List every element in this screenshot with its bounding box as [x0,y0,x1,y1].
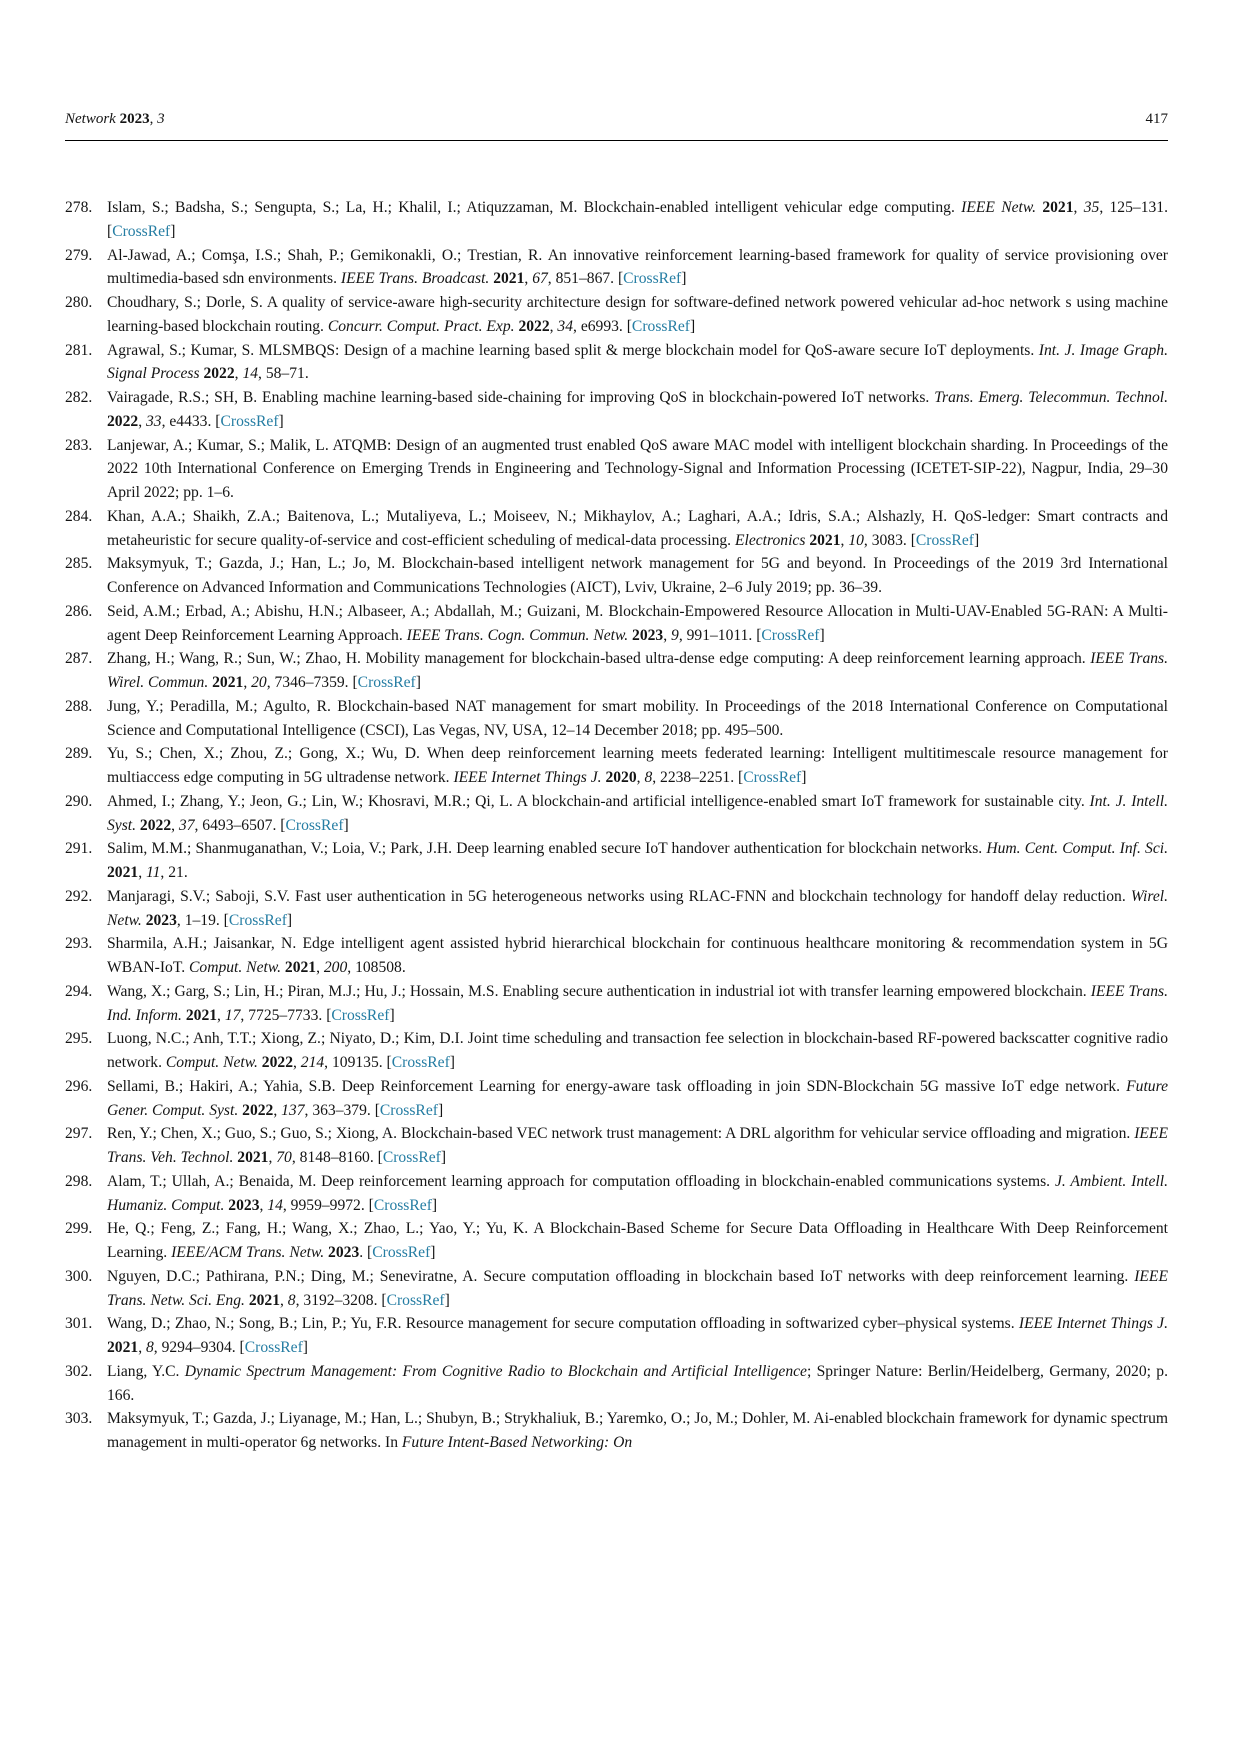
plain-text: , 8148–8160. [ [291,1149,383,1166]
reference-number: 286. [65,602,93,620]
reference-item [65,505,1168,553]
reference-text [107,983,1168,1024]
crossref-link[interactable]: CrossRef [112,222,171,240]
italic-text: 17 [224,1006,241,1024]
plain-text: , [524,270,533,288]
reference-list [65,196,1168,1455]
reference-item [65,837,1168,885]
reference-item [65,742,1168,790]
bold-year: 2022 [518,317,550,335]
plain-text: , 991–1011. [ [678,626,762,644]
italic-text: 35 [1083,199,1100,216]
reference-item [65,552,1168,600]
reference-text [107,555,1168,596]
plain-text: Sellami, B.; Hakiri, A.; Yahia, S.B. Deep Reinforcement Learning for energy-aware task offloading in join SDN-Blockchain 5G massive IoT edge network. [107,1077,1127,1095]
plain-text: , [243,674,252,691]
plain-text: Seid, A.M.; Erbad, A.; Abishu, H.N.; Albaseer, A.; Abdallah, M.; Guizani, M. Blockchain-Empowered Resource Allocation in Multi-UAV-Enabled 5G-RAN: A Multi-agent Deep Reinforcement Learning Approach. [107,602,1168,644]
plain-text: ] [170,222,176,240]
italic-text: IEEE/ACM Trans. Netw. [171,1244,329,1261]
bold-year: 2021 [185,1006,218,1024]
plain-text: , [280,1291,288,1309]
italic-text: IEEE Trans. Veh. Technol. [107,1125,1168,1166]
italic-text: 14 [267,1196,283,1214]
italic-text: 137 [281,1101,305,1119]
reference-number: 280. [65,294,93,311]
plain-text: , 58–71. [258,365,309,383]
plain-text: ] [973,531,980,549]
reference-number: 290. [65,792,93,810]
reference-text [107,650,1168,691]
bold-year: 2022 [139,816,172,834]
plain-text: , 7346–7359. [ [266,674,358,691]
plain-text: , [1073,199,1084,216]
reference-text [107,888,1168,929]
plain-text: , [138,864,146,881]
plain-text: , 2238–2251. [ [652,769,744,786]
reference-item [65,695,1168,743]
bold-year: 2023 [328,1244,360,1261]
bold-year: 2021 [284,959,317,976]
reference-item [65,1360,1168,1408]
bold-year: 2022 [242,1101,274,1119]
plain-text: Nguyen, D.C.; Pathirana, P.N.; Ding, M.; Seneviratne, A. Secure computation offloading in blockchain based IoT networks with deep reinforcement learning. [107,1267,1135,1285]
reference-number: 302. [65,1362,93,1380]
reference-text [107,1410,1168,1451]
reference-number: 303. [65,1410,93,1428]
reference-number: 301. [65,1315,93,1333]
crossref-link[interactable]: CrossRef [743,769,802,786]
reference-text [107,1268,1168,1309]
italic-text: Future Intent-Based Networking: On [401,1434,633,1451]
plain-text: , 9294–9304. [ [153,1339,245,1356]
reference-item [65,339,1168,387]
journal-name: Network [65,111,116,127]
italic-text: 34 [557,317,574,335]
reference-item [65,790,1168,838]
plain-text: ; Springer Nature: Berlin/Heidelberg, Germany, 2020; p. 166. [107,1362,1168,1404]
crossref-link[interactable]: CrossRef [631,317,690,335]
plain-text: Jung, Y.; Peradilla, M.; Agulto, R. Blockchain-based NAT management for smart mobility. In Proceedings of the 2018 International Conference on Computational Science and Computational Intelligence (CSCI), Las Vegas, NV, USA, 12–14 December 2018; pp. 495–500. [107,697,1168,739]
plain-text: , 9959–9972. [ [282,1196,374,1214]
reference-number: 298. [65,1172,93,1190]
italic-text: 37 [178,816,195,834]
reference-item [65,1312,1168,1360]
crossref-link[interactable]: CrossRef [386,1291,445,1309]
plain-text: , 109135. [ [324,1054,392,1071]
reference-text [107,1173,1168,1214]
plain-text: Islam, S.; Badsha, S.; Sengupta, S.; La, H.; Khalil, I.; Atiquzzaman, M. Blockchain-enabled intelligent vehicular edge computing. [107,199,962,216]
reference-number: 281. [65,341,93,359]
reference-text [107,745,1168,786]
plain-text: ] [278,412,284,430]
bold-year: 2021 [1042,199,1074,216]
running-head-left [65,110,165,128]
italic-text: Hum. Cent. Comput. Inf. Sci. [986,840,1168,858]
reference-text [107,1220,1168,1261]
crossref-link[interactable]: CrossRef [382,1149,441,1166]
crossref-link[interactable]: CrossRef [285,816,344,834]
reference-item [65,980,1168,1028]
reference-text [107,199,1168,240]
reference-number: 285. [65,555,93,573]
italic-text: 14 [242,365,259,383]
plain-text: Alam, T.; Ullah, A.; Benaida, M. Deep reinforcement learning approach for computation offloading in blockchain-enabled communications systems. [107,1172,1055,1190]
italic-text: IEEE Trans. Broadcast. [340,270,494,288]
italic-text: IEEE Trans. Wirel. Commun. [107,650,1168,691]
italic-text: Future Gener. Comput. Syst. [107,1077,1168,1119]
reference-text [107,1030,1168,1071]
plain-text: ] [437,1101,444,1119]
plain-text: Sharmila, A.H.; Jaisankar, N. Edge intelligent agent assisted hybrid hierarchical blockchain for continuous healthcare monitoring & recommendation system in 5G WBAN-IoT. [107,935,1168,976]
bold-year: 2023 [632,626,664,644]
plain-text: Agrawal, S.; Kumar, S. MLSMBQS: Design of a machine learning based split & merge blockchain model for QoS-aware secure IoT deployments. [107,341,1039,359]
plain-text: Vairagade, R.S.; SH, B. Enabling machine learning-based side-chaining for improving QoS in blockchain-powered IoT networks. [107,389,935,406]
plain-text: , [549,317,558,335]
italic-text: 8 [145,1339,154,1356]
plain-text: Wang, D.; Zhao, N.; Song, B.; Lin, P.; Yu, F.R. Resource management for secure computation offloading in softwarized cyber–physical systems. [107,1315,1019,1333]
italic-text: 8 [287,1291,296,1309]
italic-text: IEEE Internet Things J. [1018,1315,1168,1333]
plain-text: ] [415,674,421,691]
plain-text: ] [819,626,825,644]
plain-text: ] [343,816,349,834]
bold-year: 2021 [107,864,139,881]
plain-text: . [ [359,1244,373,1261]
header-separator: , [149,111,158,127]
reference-item [65,386,1168,434]
bold-year: 2021 [248,1291,280,1309]
italic-text: Wirel. Netw. [107,887,1168,929]
plain-text: , [234,365,243,383]
reference-item [65,434,1168,505]
italic-text: IEEE Netw. [961,199,1043,216]
reference-text [107,698,1168,739]
plain-text: Choudhary, S.; Dorle, S. A quality of service-aware high-security architecture design for software-defined network powered vehicular ad-hoc network s using machine learning-based blockchain routing. [107,294,1168,335]
bold-year: 2020 [605,769,637,786]
plain-text: ] [431,1196,438,1214]
plain-text: ] [286,911,293,929]
reference-item [65,291,1168,339]
plain-text: Ren, Y.; Chen, X.; Guo, S.; Guo, S.; Xiong, A. Blockchain-based VEC network trust management: A DRL algorithm for vehicular service offloading and migration. [107,1125,1135,1143]
reference-text [107,840,1168,881]
reference-number: 282. [65,389,93,406]
reference-number: 284. [65,507,93,525]
italic-text: 70 [276,1149,292,1166]
reference-number: 289. [65,745,93,763]
bold-year: 2021 [212,674,244,691]
plain-text: , [636,769,645,786]
crossref-link[interactable]: CrossRef [372,1244,431,1261]
plain-text: , [273,1101,282,1119]
italic-text: IEEE Internet Things J. [453,769,606,786]
reference-number: 293. [65,935,93,953]
reference-text [107,935,1168,976]
page-number: 417 [1145,111,1168,127]
italic-text: 67 [532,270,548,288]
italic-text: Dynamic Spectrum Management: From Cognitive Radio to Blockchain and Artificial Intelligence [184,1362,807,1380]
italic-text: 33 [145,412,162,430]
reference-number: 288. [65,697,93,715]
plain-text: , 7725–7733. [ [240,1006,332,1024]
italic-text: 20 [251,674,267,691]
crossref-link[interactable]: CrossRef [373,1196,432,1214]
plain-text: Lanjewar, A.; Kumar, S.; Malik, L. ATQMB: Design of an augmented trust enabled QoS aware MAC model with intelligent blockchain sharding. In Proceedings of the 2022 10th International Conference on Emerging Trends in Engineering and Technology-Signal and Information Processing (ICETET-SIP-22), Nagpur, India, 29–30 April 2022; pp. 1–6. [107,436,1168,501]
crossref-link[interactable]: CrossRef [220,412,279,430]
italic-text: Comput. Netw. [165,1054,262,1071]
plain-text: Al-Jawad, A.; Comşa, I.S.; Shah, P.; Gemikonakli, O.; Trestian, R. An innovative reinforcement learning-based framework for quality of service provisioning over multimedia-based sdn environments. [107,246,1168,288]
italic-text: 8 [644,769,653,786]
plain-text: Wang, X.; Garg, S.; Lin, H.; Piran, M.J.; Hu, J.; Hossain, M.S. Enabling secure authentication in industrial iot with transfer learning empowered blockchain. [107,982,1091,1000]
plain-text: , 851–867. [ [547,270,624,288]
plain-text: ] [440,1149,447,1166]
crossref-link[interactable]: CrossRef [228,911,287,929]
reference-number: 295. [65,1030,93,1048]
reference-item [65,1265,1168,1313]
plain-text: Yu, S.; Chen, X.; Zhou, Z.; Gong, X.; Wu, D. When deep reinforcement learning meets federated learning: Intelligent multitimescale resource management for multiaccess edge computing in 5G ultradense network. [107,745,1168,786]
plain-text: Khan, A.A.; Shaikh, Z.A.; Baitenova, L.; Mutaliyeva, L.; Moiseev, N.; Mikhaylov, A.; Laghari, A.A.; Idris, S.A.; Alshazly, H. QoS-ledger: Smart contracts and metaheuristic for secure quality-of-service and cost-efficient scheduling of medical-data processing. [107,507,1168,549]
plain-text: ] [389,1006,395,1024]
plain-text: Maksymyuk, T.; Gazda, J.; Liyanage, M.; Han, L.; Shubyn, B.; Strykhaliuk, B.; Yaremko, O.; Jo, M.; Dohler, M. Ai-enabled blockchain framework for dynamic spectrum management in multi-operator 6g networks. In [107,1410,1168,1451]
reference-number: 300. [65,1267,93,1285]
reference-item [65,1027,1168,1075]
reference-item [65,885,1168,933]
plain-text: , [663,626,672,644]
reference-text [107,1363,1168,1404]
plain-text: , [138,412,146,430]
reference-number: 292. [65,887,93,905]
italic-text: Comput. Netw. [189,959,285,976]
bold-year: 2021 [237,1149,269,1166]
italic-text: IEEE Trans. Ind. Inform. [107,982,1168,1024]
plain-text: , [268,1149,277,1166]
plain-text: , e6993. [ [573,317,632,335]
reference-number: 283. [65,436,93,454]
plain-text: ] [444,1291,450,1309]
plain-text: , 363–379. [ [304,1101,380,1119]
header-rule [65,140,1168,141]
plain-text: ] [449,1054,455,1071]
plain-text: Salim, M.M.; Shanmuganathan, V.; Loia, V.; Park, J.H. Deep learning enabled secure IoT handover authentication for blockchain networks. [107,840,987,858]
italic-text: IEEE Trans. Cogn. Commun. Netw. [406,626,633,644]
bold-year: 2022 [107,412,139,430]
plain-text: ] [302,1339,308,1356]
plain-text: Zhang, H.; Wang, R.; Sun, W.; Zhao, H. Mobility management for blockchain-based ultra-dense edge computing: A deep reinforcement learning approach. [107,650,1091,668]
plain-text: , 1–19. [ [176,911,229,929]
reference-number: 299. [65,1220,93,1238]
italic-text: Concurr. Comput. Pract. Exp. [327,317,519,335]
plain-text: , 125–131. [ [107,199,1168,240]
reference-text [107,389,1168,430]
italic-text: 9 [671,626,679,644]
plain-text: Manjaragi, S.V.; Saboji, S.V. Fast user authentication in 5G heterogeneous networks using RLAC-FNN and blockchain technology for handoff delay reduction. [107,887,1131,905]
reference-text [107,603,1168,644]
plain-text: , 6493–6507. [ [194,816,286,834]
italic-text: 10 [848,531,864,549]
plain-text: , 108508. [347,959,406,976]
italic-text: 11 [145,864,161,881]
crossref-link[interactable]: CrossRef [761,626,820,644]
bold-year: 2021 [809,531,841,549]
journal-year: 2023 [119,111,150,127]
plain-text: ] [681,270,687,288]
plain-text: , [171,816,179,834]
reference-text [107,247,1168,288]
reference-text [107,437,1168,502]
plain-text: , [292,1054,301,1071]
reference-item [65,1075,1168,1123]
reference-item [65,600,1168,648]
italic-text: Int. J. Image Graph. Signal Process [107,341,1168,383]
plain-text: , [138,1339,146,1356]
reference-number: 278. [65,199,93,216]
plain-text: , 3083. [ [863,531,916,549]
reference-text [107,294,1168,335]
reference-item [65,1217,1168,1265]
reference-number: 287. [65,650,93,668]
reference-item [65,196,1168,244]
bold-year: 2021 [107,1339,139,1356]
reference-item [65,647,1168,695]
crossref-link[interactable]: CrossRef [357,674,416,691]
italic-text: J. Ambient. Intell. Humaniz. Comput. [107,1172,1168,1214]
plain-text: Maksymyuk, T.; Gazda, J.; Han, L.; Jo, M. Blockchain-based intelligent network management for 5G and beyond. In Proceedings of the 2019 3rd International Conference on Advanced Information and Communications Technologies (AICT), Lviv, Ukraine, 2–6 July 2019; pp. 36–39. [107,555,1168,596]
italic-text: Int. J. Intell. Syst. [107,792,1168,834]
reference-text [107,1078,1168,1119]
crossref-link[interactable]: CrossRef [379,1101,438,1119]
bold-year: 2023 [145,911,177,929]
plain-text: Ahmed, I.; Zhang, Y.; Jeon, G.; Lin, W.; Khosravi, M.R.; Qi, L. A blockchain-and artificial intelligence-enabled smart IoT framework for sustainable city. [107,792,1090,810]
reference-item [65,932,1168,980]
reference-number: 297. [65,1125,93,1143]
italic-text: IEEE Trans. Netw. Sci. Eng. [107,1267,1168,1309]
plain-text: Luong, N.C.; Anh, T.T.; Xiong, Z.; Niyato, D.; Kim, D.I. Joint time scheduling and transaction fee selection in blockchain-based RF-powered backscatter cognitive radio network. [107,1030,1168,1071]
bold-year: 2022 [203,365,235,383]
reference-item [65,244,1168,292]
italic-text: Electronics [734,531,810,549]
plain-text: ] [689,317,696,335]
plain-text: , [217,1006,225,1024]
journal-volume: 3 [157,111,165,127]
italic-text: 200 [323,959,348,976]
reference-text [107,342,1168,383]
crossref-link[interactable]: CrossRef [623,270,682,288]
reference-text [107,508,1168,549]
plain-text: , 3192–3208. [ [295,1291,387,1309]
reference-text [107,1125,1168,1166]
crossref-link[interactable]: CrossRef [391,1054,450,1071]
plain-text: , [316,959,324,976]
reference-item [65,1122,1168,1170]
reference-item [65,1170,1168,1218]
reference-text [107,1315,1168,1356]
crossref-link[interactable]: CrossRef [915,531,974,549]
italic-text: 214 [300,1054,325,1071]
bold-year: 2022 [261,1054,293,1071]
plain-text: ] [801,769,807,786]
page-header [65,110,1168,128]
reference-number: 294. [65,982,93,1000]
reference-text [107,793,1168,834]
plain-text: He, Q.; Feng, Z.; Fang, H.; Wang, X.; Zhao, L.; Yao, Y.; Yu, K. A Blockchain-Based Scheme for Secure Data Offloading in Healthcare With Deep Reinforcement Learning. [107,1220,1168,1261]
reference-number: 279. [65,246,93,264]
italic-text: Trans. Emerg. Telecommun. Technol. [934,389,1168,406]
crossref-link[interactable]: CrossRef [244,1339,303,1356]
reference-number: 291. [65,840,93,858]
plain-text: , e4433. [ [161,412,221,430]
bold-year: 2021 [493,270,525,288]
plain-text: , [840,531,849,549]
plain-text: , [259,1196,268,1214]
plain-text: Liang, Y.C. [107,1362,185,1380]
reference-item [65,1407,1168,1455]
reference-number: 296. [65,1077,93,1095]
plain-text: ] [430,1244,436,1261]
crossref-link[interactable]: CrossRef [331,1006,390,1024]
plain-text: , 21. [160,864,188,881]
bold-year: 2023 [228,1196,260,1214]
